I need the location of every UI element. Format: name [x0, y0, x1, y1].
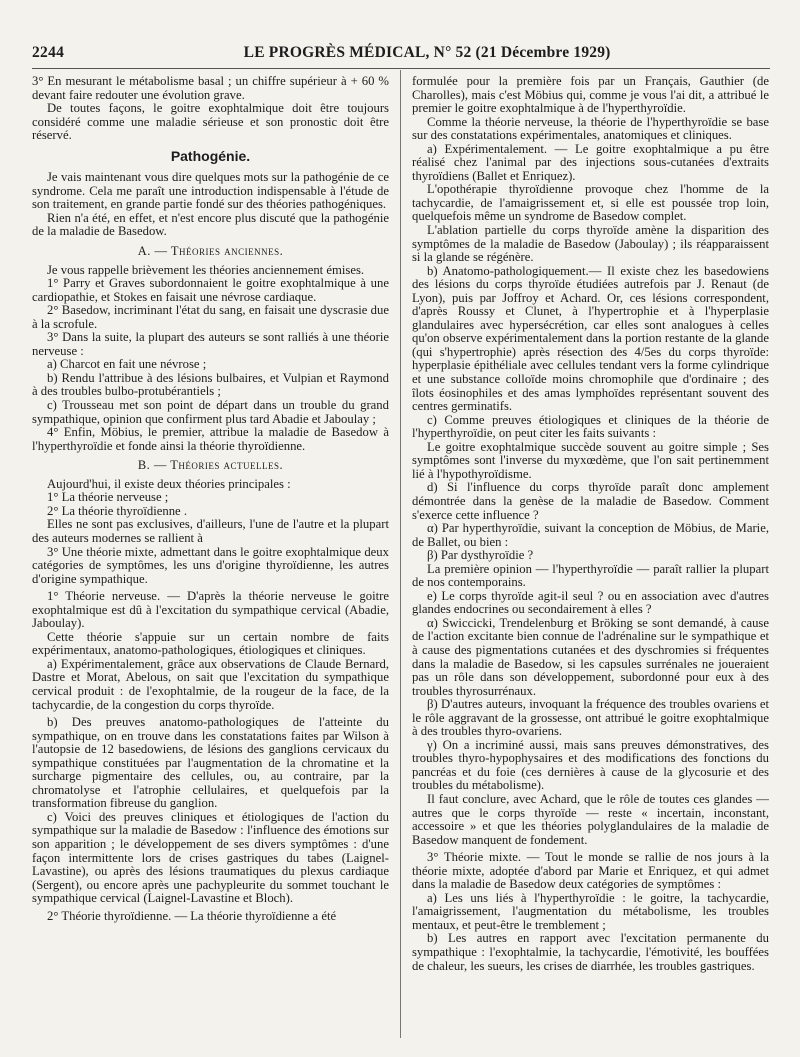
paragraph: c) Comme preuves étiologiques et cliniques de la théorie de l'hyperthyroïdie, on peut citer les faits suivants :: [412, 412, 769, 441]
left-column: [32, 75, 389, 1035]
paragraph: 3° Une théorie mixte, admettant dans le goitre exophtalmique deux catégories de symptômes, les uns d'origine thyroïdienne, les autres d'origine sympathique.: [32, 544, 389, 586]
paragraph: a) Expérimentalement, grâce aux observations de Claude Bernard, Dastre et Morat, Abelous, on sait que l'excitation du sympathique cervical produit : de l'exophtalmie, de la rougeur de la face, de la tachycardie, de la congestion du corps thyroïde.: [32, 656, 389, 712]
paragraph: 2° La théorie thyroïdienne .: [47, 503, 188, 518]
subsection-heading: A. — Théories anciennes.: [137, 244, 284, 259]
running-header: [32, 44, 770, 64]
paragraph: Aujourd'hui, il existe deux théories principales :: [47, 476, 291, 491]
paragraph: Rien n'a été, en effet, et n'est encore plus discuté que la pathogénie de la maladie de Basedow.: [32, 210, 389, 239]
paragraph: Comme la théorie nerveuse, la théorie de l'hyperthyroïdie se base sur des constatations expérimentales, anatomiques et cliniques.: [412, 114, 769, 143]
paragraph: 1° La théorie nerveuse ;: [47, 490, 169, 505]
paragraph: 3° En mesurant le métabolisme basal ; un chiffre supérieur à + 60 % devant faire redouter une évolution grave.: [32, 75, 389, 102]
paragraph: La première opinion — l'hyperthyroïdie — paraît rallier la plupart de nos contemporains.: [412, 561, 769, 590]
paragraph: L'opothérapie thyroïdienne provoque chez l'homme de la tachycardie, de l'amaigrissement et, si elle est poussée trop loin, quelquefois même un syndrome de Basedow complet.: [412, 182, 769, 224]
paragraph: 3° Théorie mixte. — Tout le monde se rallie de nos jours à la théorie mixte, adoptée d'abord par Marie et Enriquez, et qui admet dans la maladie de Basedow deux catégories de symptômes :: [412, 850, 769, 892]
paragraph: 2° Théorie thyroïdienne. — La théorie thyroïdienne a été: [47, 908, 337, 923]
paragraph: a) Les uns liés à l'hyperthyroïdie : le goitre, la tachycardie, l'amaigrissement, l'augmentation du métabolisme, les troubles mentaux, et peut-être le tremblement ;: [412, 890, 769, 932]
paragraph: Cette théorie s'appuie sur un certain nombre de faits expérimentaux, anatomo-pathologiques, étiologiques et cliniques.: [32, 629, 389, 658]
paragraph: c) Trousseau met son point de départ dans un trouble du grand sympathique, opinion que confirment plus tard Abadie et Jaboulay ;: [32, 398, 389, 426]
paragraph: 1° Théorie nerveuse. — D'après la théorie nerveuse le goitre exophtalmique est dû à l'excitation du sympathique cervical (Abadie, Jaboulay).: [32, 589, 389, 631]
paragraph: Le goitre exophtalmique succède souvent au goitre simple ; Ses symptômes sont l'inverse du myxœdème, que l'on sait pertinemment lié à l'hypothyroïdisme.: [412, 439, 769, 481]
paragraph: d) Si l'influence du corps thyroïde paraît donc amplement démontrée dans la genèse de la maladie de Basedow. Comment s'exerce cette influence ?: [412, 480, 769, 522]
paragraph: 2° Basedow, incriminant l'état du sang, en faisait une dyscrasie due à la scrofule.: [32, 303, 389, 331]
paragraph: β) D'autres auteurs, invoquant la fréquence des troubles ovariens et le rôle aggravant de la grossesse, ont attribué le goitre exophtalmique à des troubles thyro-ovariens.: [412, 697, 769, 739]
right-column: [412, 75, 769, 1035]
paragraph: β) Par dysthyroïdie ?: [427, 548, 534, 563]
paragraph: formulée pour la première fois par un Français, Gauthier (de Charolles), mais c'est Möbius qui, comme je vous l'ai dit, a attribué le premier le goitre exophtalmique à de l'hyperthyroïdie.: [412, 75, 769, 116]
header-rule: [32, 68, 770, 69]
page-number: 2244: [32, 44, 65, 61]
paragraph: γ) On a incriminé aussi, mais sans preuves démonstratives, des troubles thyro-hypophysaires et des modifications des fonctions du pancréas et du foie (ces dernières à cause de la glycosurie et des troubles du métabolisme).: [412, 737, 769, 793]
paragraph: α) Swiccicki, Trendelenburg et Bröking se sont demandé, à cause de l'action excitante bien connue de l'adrénaline sur le sympathique et à cause des pigmentations cutanées et des dyschromies si fréquentes dans la maladie de Basedow, si les capsules surrénales ne joueraient pas un rôle dans son développement, subordonné pour eux à des troubles thyrosurrénaux.: [412, 615, 769, 698]
paragraph: L'ablation partielle du corps thyroïde amène la disparition des symptômes de la maladie de Basedow (Jaboulay) ; ils réapparaissent si la glande se régénère.: [412, 223, 769, 265]
paragraph: Il faut conclure, avec Achard, que le rôle de toutes ces glandes — autres que le corps thyroïde — reste « incertain, inconstant, accessoire » et que les théories polyglandulaires de la maladie de Basedow manquent de fondement.: [412, 791, 769, 847]
paragraph: 3° Dans la suite, la plupart des auteurs se sont ralliés à une théorie nerveuse :: [32, 330, 389, 358]
paragraph: b) Les autres en rapport avec l'excitation permanente du sympathique : l'exophtalmie, la tachycardie, l'émotivité, les bouffées de chaleur, les sueurs, les crises de diarrhée, les troubles gastriques.: [412, 931, 769, 973]
paragraph: 1° Parry et Graves subordonnaient le goitre exophtalmique à une cardiopathie, et Stokes en faisait une névrose cardiaque.: [32, 276, 389, 304]
paragraph: Elles ne sont pas exclusives, d'ailleurs, l'une de l'autre et la plupart des auteurs modernes se rallient à: [32, 517, 389, 545]
paragraph: b) Rendu l'attribue à des lésions bulbaires, et Vulpian et Raymond à des troubles bulbo-protubérantiels ;: [32, 370, 389, 399]
paragraph: c) Voici des preuves cliniques et étiologiques de l'action du sympathique sur la maladie de Basedow : l'influence des émotions sur son apparition ; le développement de ses divers symptômes : d'une façon intermittente lors de crises gastriques du tabes (Laignel-Lavastine), ou après des lésions traumatiques du plexus cardiaque (Sergent), ou encore après une pachypleurite du sommet touchant le sympathique cervical (Laignel-Lavastine et Bloch).: [32, 809, 389, 906]
paragraph: Je vous rappelle brièvement les théories anciennement émises.: [47, 262, 365, 277]
paragraph: 4° Enfin, Möbius, le premier, attribue la maladie de Basedow à l'hyperthyroïdie et fonde ainsi la théorie thyroïdienne.: [32, 425, 389, 453]
paragraph: De toutes façons, le goitre exophtalmique doit être toujours considéré comme une maladie sérieuse et son pronostic doit être réservé.: [32, 101, 389, 143]
paragraph: Je vais maintenant vous dire quelques mots sur la pathogénie de ce syndrome. Cela me paraît une introduction indispensable à l'étude de son traitement, en grande partie fondé sur des théories pathogéniques.: [32, 170, 389, 212]
journal-title: LE PROGRÈS MÉDICAL, N° 52 (21 Décembre 1929): [243, 44, 611, 61]
subsection-heading: B. — Théories actuelles.: [137, 458, 284, 473]
section-heading: Pathogénie.: [170, 147, 251, 164]
column-divider: [400, 70, 401, 1038]
paragraph: b) Anatomo-pathologiquement.— Il existe chez les basedowiens des lésions du corps thyroïde étudiées autrefois par J. Renaut (de Lyon), puis par Joffroy et Achard. Or, ces lésions correspondent, d'après Roussy et Clunet, à l'hypertrophie et à l'hyperplasie glandulaires avec hypersécrétion, car elles sont analogues à celles qu'on observe expérimentalement dans la portion restante de la glande (qui s'hypertrophie) après résection des 4/5es du corps thyroïde: hyperplasie épithéliale avec cellules tendant vers la forme cylindrique et une substance colloïde moins chromophile que d'ordinaire ; des îlots éosinophiles et des amas lymphoïdes représentant souvent des centres germinatifs.: [412, 263, 769, 414]
paragraph: a) Charcot en fait une névrose ;: [47, 357, 207, 372]
paragraph: e) Le corps thyroïde agit-il seul ? ou en association avec d'autres glandes endocrines ou secondairement à elles ?: [412, 588, 769, 617]
paragraph: α) Par hyperthyroïdie, suivant la conception de Möbius, de Marie, de Ballet, ou bien :: [412, 521, 769, 549]
paragraph: b) Des preuves anatomo-pathologiques de l'atteinte du sympathique, on en trouve dans les constatations faites par Wilson à l'autopsie de 12 basedowiens, de lésions des ganglions cervicaux du sympathique constituées par l'augmentation de la chromatine et la surcharge pigmentaire des cellules, ou, au contraire, par la chromatolyse et l'atrophie cellulaires, et quelquefois par la transformation fibreuse du ganglion.: [32, 715, 389, 811]
paragraph: a) Expérimentalement. — Le goitre exophtalmique a pu être réalisé chez l'animal par des injections sous-cutanées d'extraits thyroïdiens (Ballet et Enriquez).: [412, 141, 769, 183]
